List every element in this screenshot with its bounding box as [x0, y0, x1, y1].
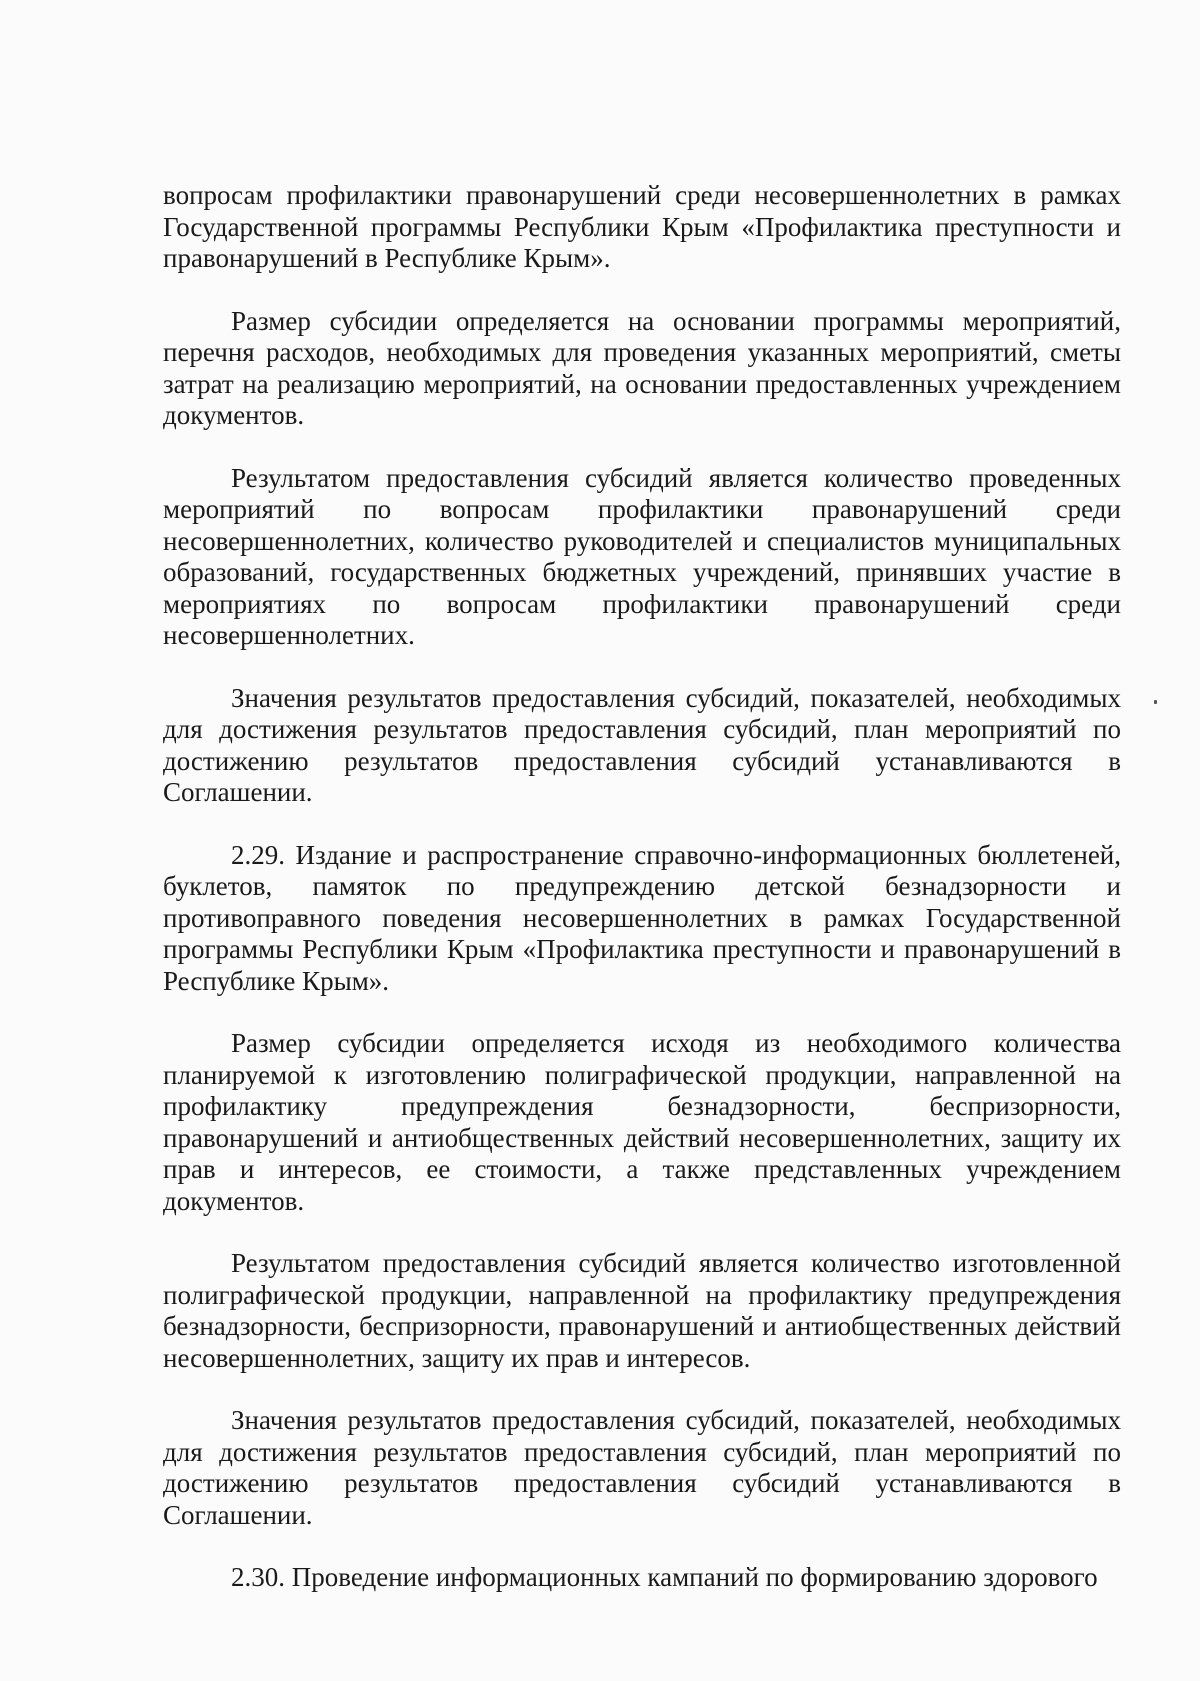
- paragraph-section-2-29: 2.29. Издание и распространение справочно-информационных бюллетеней, буклетов, памяток по предупреждению детской безнадзорности и противоправного поведения несовершеннолетних в рамках Государственной программы Республики Крым «Профилактика преступности и правонарушений в Республике Крым».: [163, 839, 1121, 996]
- paragraph-subsidy-size-events: Размер субсидии определяется на основании программы мероприятий, перечня расходов, необходимых для проведения указанных мероприятий, сметы затрат на реализацию мероприятий, на основании предоставленных учреждением документов.: [163, 305, 1121, 430]
- document-body: [163, 180, 1121, 1594]
- paragraph-subsidy-size-printing: Размер субсидии определяется исходя из необходимого количества планируемой к изготовлению полиграфической продукции, направленной на профилактику предупреждения безнадзорности, беспризорности, правонарушений и антиобщественных действий несовершеннолетних, защиту их прав и интересов, ее стоимости, а также представленных учреждением документов.: [163, 1028, 1121, 1216]
- paragraph-result-values-agreement-2: Значения результатов предоставления субсидий, показателей, необходимых для достижения результатов предоставления субсидий, план мероприятий по достижению результатов предоставления субсидий устанавливаются в Соглашении.: [163, 1405, 1121, 1530]
- paragraph-result-values-agreement: Значения результатов предоставления субсидий, показателей, необходимых для достижения результатов предоставления субсидий, план мероприятий по достижению результатов предоставления субсидий устанавливаются в Соглашении.: [163, 682, 1121, 807]
- paragraph-result-events: Результатом предоставления субсидий является количество проведенных мероприятий по вопросам профилактики правонарушений среди несовершеннолетних, количество руководителей и специалистов муниципальных образований, государственных бюджетных учреждений, принявших участие в мероприятиях по вопросам профилактики правонарушений среди несовершеннолетних.: [163, 462, 1121, 650]
- scan-speck: [1154, 700, 1157, 704]
- paragraph-continuation: вопросам профилактики правонарушений среди несовершеннолетних в рамках Государственной программы Республики Крым «Профилактика преступности и правонарушений в Республике Крым».: [163, 180, 1121, 273]
- paragraph-section-2-30: 2.30. Проведение информационных кампаний по формированию здорового: [231, 1562, 1098, 1592]
- paragraph-result-printing: Результатом предоставления субсидий является количество изготовленной полиграфической продукции, направленной на профилактику предупреждения безнадзорности, беспризорности, правонарушений и антиобщественных действий несовершеннолетних, защиту их прав и интересов.: [163, 1248, 1121, 1373]
